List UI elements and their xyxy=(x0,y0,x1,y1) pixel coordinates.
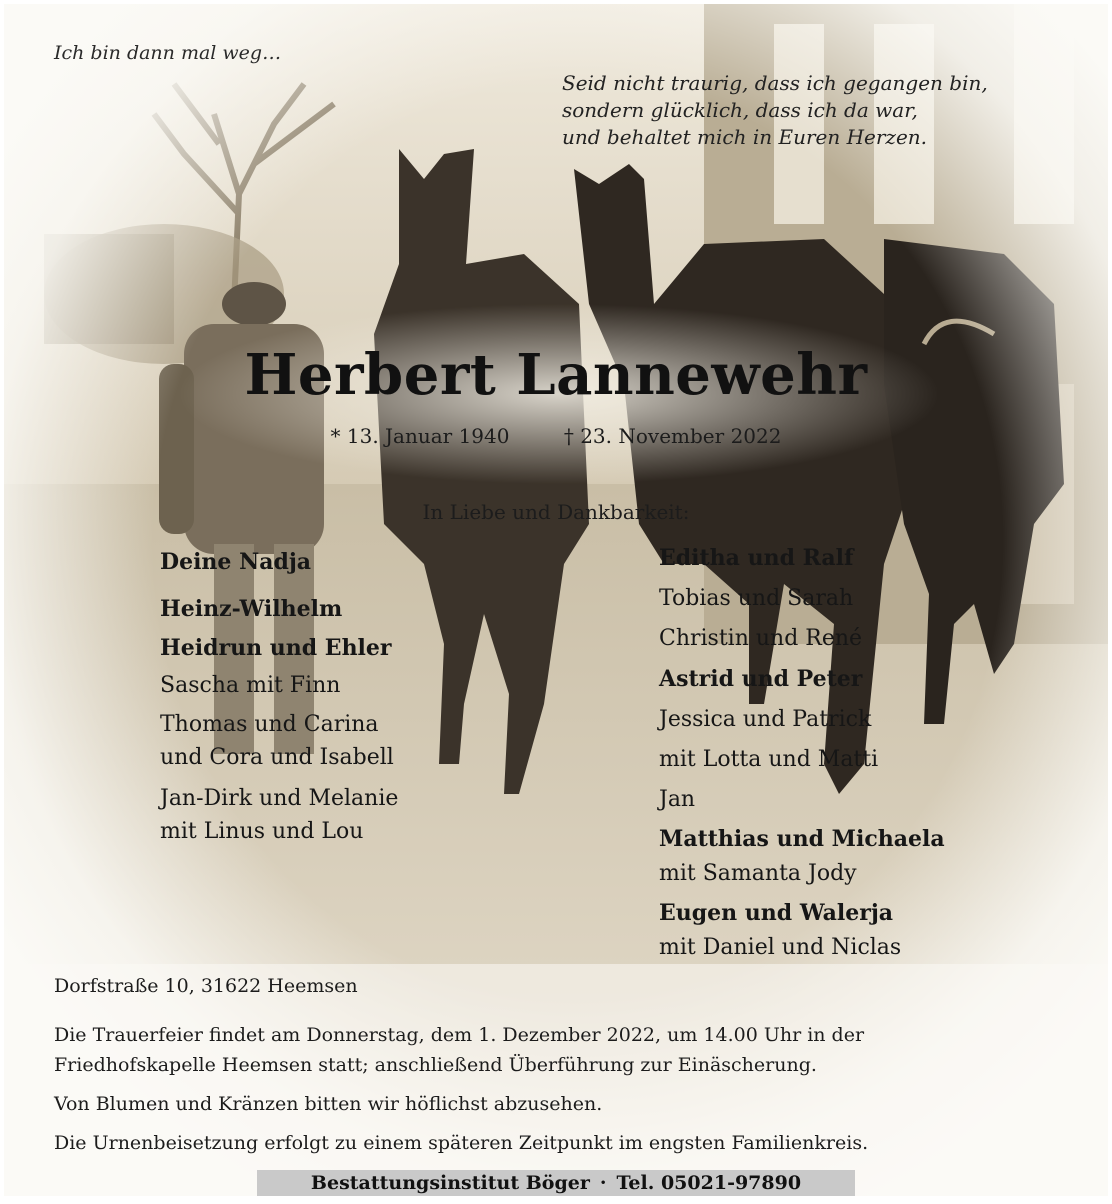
motto: Ich bin dann mal weg… xyxy=(54,42,282,64)
funeral-info-line: Die Trauerfeier findet am Donnerstag, dem 1. Dezember 2022, um 14.00 Uhr in der xyxy=(54,1024,865,1046)
verse-line: sondern glücklich, dass ich da war, xyxy=(562,98,918,122)
dedication: In Liebe und Dankbarkeit: xyxy=(422,500,690,524)
funeral-home-phone: Tel. 05021-97890 xyxy=(616,1172,802,1194)
verse-line: und behaltet mich in Euren Herzen. xyxy=(562,125,928,149)
address: Dorfstraße 10, 31622 Heemsen xyxy=(54,975,358,997)
mourner-entry: Jan xyxy=(659,787,696,812)
mourner-entry: Thomas und Carina xyxy=(160,712,379,737)
mourners-right-column xyxy=(659,542,945,964)
funeral-info-line: Friedhofskapelle Heemsen statt; anschließend Überführung zur Einäscherung. xyxy=(54,1054,817,1076)
urn-note: Die Urnenbeisetzung erfolgt zu einem späteren Zeitpunkt im engsten Familienkreis. xyxy=(54,1132,869,1154)
obituary-notice xyxy=(4,4,1108,1196)
mourner-entry: mit Samanta Jody xyxy=(659,861,857,886)
funeral-home-footer xyxy=(257,1170,855,1196)
mourner-entry: Deine Nadja xyxy=(160,549,312,575)
mourner-entry: mit Lotta und Matti xyxy=(659,747,879,772)
mourner-entry: mit Daniel und Niclas xyxy=(659,935,902,960)
mourner-entry: Matthias und Michaela xyxy=(659,826,945,852)
mourner-entry: Sascha mit Finn xyxy=(160,673,341,698)
mourner-entry: Astrid und Peter xyxy=(659,666,863,692)
birth-date: * 13. Januar 1940 xyxy=(330,424,510,448)
mourner-entry: Tobias und Sarah xyxy=(659,586,854,611)
mourner-entry: Jessica und Patrick xyxy=(659,707,872,732)
funeral-home-name: Bestattungsinstitut Böger xyxy=(310,1172,590,1194)
flowers-note: Von Blumen und Kränzen bitten wir höflichst abzusehen. xyxy=(54,1093,603,1115)
mourners-left-column xyxy=(160,546,398,848)
verse-line: Seid nicht traurig, dass ich gegangen bin, xyxy=(562,71,988,95)
mourner-entry: Heidrun und Ehler xyxy=(160,635,392,661)
death-date: † 23. November 2022 xyxy=(563,424,782,448)
life-dates xyxy=(4,424,1108,448)
mourner-entry: Heinz-Wilhelm xyxy=(160,596,343,622)
mourner-entry: Christin und René xyxy=(659,626,863,651)
mourner-entry: Jan-Dirk und Melanie xyxy=(160,786,399,811)
deceased-name: Herbert Lannewehr xyxy=(244,342,868,408)
mourner-entry: und Cora und Isabell xyxy=(160,745,394,770)
service-notes xyxy=(54,1020,868,1158)
footer-separator: · xyxy=(599,1172,607,1194)
mourner-entry: mit Linus und Lou xyxy=(160,819,364,844)
verse xyxy=(562,70,988,151)
mourner-entry: Eugen und Walerja xyxy=(659,900,894,926)
mourner-entry: Editha und Ralf xyxy=(659,545,854,571)
